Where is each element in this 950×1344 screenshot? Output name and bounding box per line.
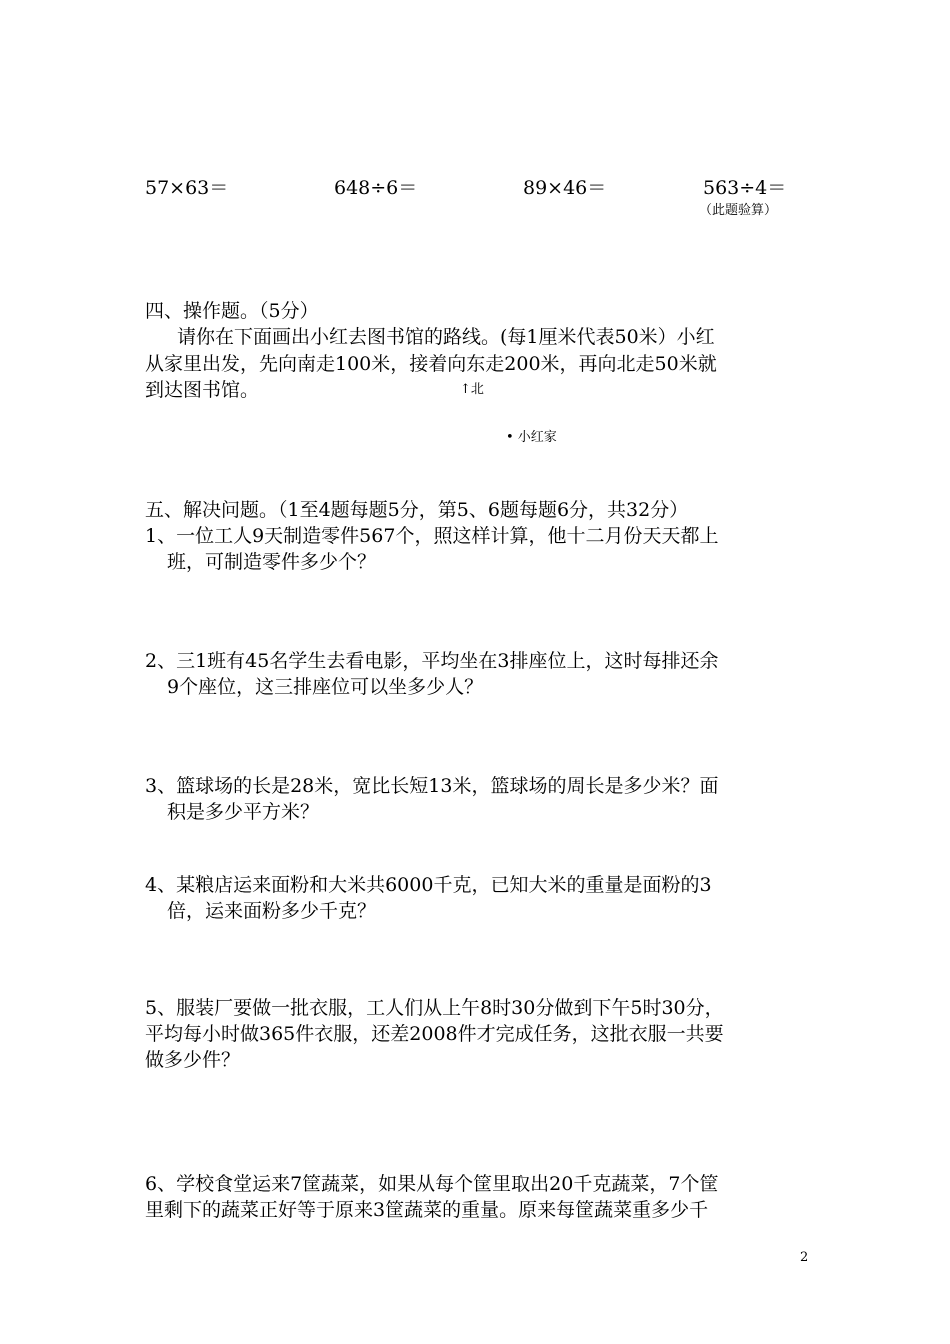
section4-line-3: 到达图书馆。 [145, 379, 260, 401]
problem-3-line-1: 3、篮球场的长是28米，宽比长短13米，篮球场的周长是多少米？面 [145, 775, 719, 797]
problem-3-line-2: 积是多少平方米？ [167, 801, 320, 823]
calc-1: 57×63＝ [145, 177, 229, 199]
problem-1-line-1: 1、一位工人9天制造零件567个，照这样计算，他十二月份天天都上 [145, 525, 719, 547]
section4-heading: 四、操作题。（5分） [145, 300, 319, 322]
problem-5-line-3: 做多少件？ [145, 1049, 241, 1071]
problem-4-line-1: 4、某粮店运来面粉和大米共6000千克，已知大米的重量是面粉的3 [145, 874, 712, 896]
problem-4-line-2: 倍，运来面粉多少千克？ [167, 900, 377, 922]
problem-2-line-2: 9个座位，这三排座位可以坐多少人？ [167, 676, 484, 698]
calc-2: 648÷6＝ [334, 177, 418, 199]
north-arrow-label: ↑北 [460, 382, 484, 397]
section5-heading: 五、解决问题。（1至4题每题5分，第5、6题每题6分，共32分） [145, 499, 689, 521]
problem-2-line-1: 2、三1班有45名学生去看电影，平均坐在3排座位上，这时每排还余 [145, 650, 719, 672]
section4-line-1: 请你在下面画出小红去图书馆的路线。(每1厘米代表50米）小红 [177, 326, 715, 348]
problem-1-line-2: 班，可制造零件多少个？ [167, 551, 377, 573]
page-number: 2 [800, 1250, 809, 1265]
calc-3: 89×46＝ [523, 177, 607, 199]
problem-6-line-1: 6、学校食堂运来7筐蔬菜，如果从每个筐里取出20千克蔬菜，7个筐 [145, 1173, 719, 1195]
calc-4-note: （此题验算） [699, 203, 778, 218]
section4-line-2: 从家里出发，先向南走100米，接着向东走200米，再向北走50米就 [145, 353, 717, 375]
calc-4: 563÷4＝ [703, 177, 787, 199]
home-point-label: • 小红家 [506, 430, 557, 445]
problem-5-line-2: 平均每小时做365件衣服，还差2008件才完成任务，这批衣服一共要 [145, 1023, 724, 1045]
problem-6-line-2: 里剩下的蔬菜正好等于原来3筐蔬菜的重量。原来每筐蔬菜重多少千 [145, 1199, 709, 1221]
problem-5-line-1: 5、服装厂要做一批衣服，工人们从上午8时30分做到下午5时30分， [145, 997, 724, 1019]
